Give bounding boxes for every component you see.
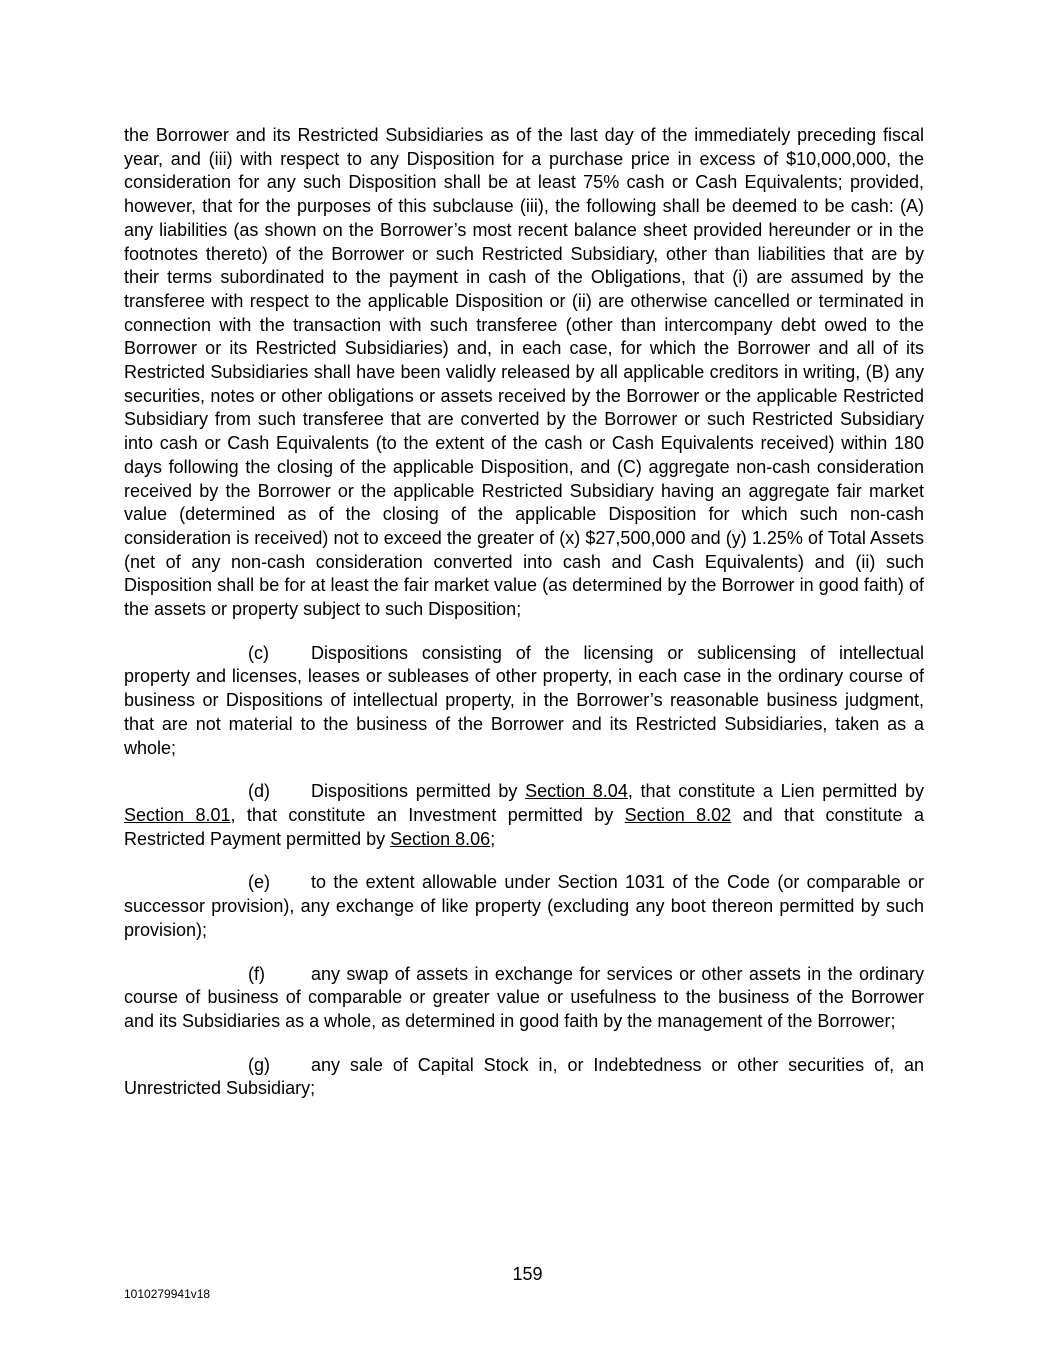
clause-d-label: (d) [248, 781, 270, 802]
clause-d-text-5: ; [490, 828, 496, 849]
clause-f-text: any swap of assets in exchange for services or other assets in the ordinary course of business of comparable or greater value or usefulness to the business of the Borrower and its Subsidiaries as a whole, as determined in good faith by the management of the Borrower; [124, 963, 924, 1031]
clause-c-text: Dispositions consisting of the licensing or sublicensing of intellectual property and licenses, leases or subleases of other property, in each case in the ordinary course of business or Dispositions of intellectual property, in the Borrower’s reasonable business judgment, that are not material to the business of the Borrower and its Restricted Subsidiaries, taken as a whole; [124, 642, 924, 758]
document-id: 1010279941v18 [124, 1287, 211, 1301]
clause-g-label: (g) [248, 1054, 270, 1075]
clause-d-text-4: and that constitute a Restricted Payment permitted by [124, 804, 924, 849]
section-8-06-reference: Section 8.06 [390, 828, 491, 849]
section-8-01-reference: Section 8.01 [124, 804, 231, 825]
clause-c [124, 642, 924, 761]
clause-e-text: to the extent allowable under Section 1031 of the Code (or comparable or successor provision), any exchange of like property (excluding any boot thereon permitted by such provision); [124, 872, 924, 940]
clause-c-label: (c) [248, 642, 269, 663]
section-8-04-reference: Section 8.04 [525, 781, 628, 802]
section-8-02-reference: Section 8.02 [624, 804, 732, 825]
clause-g-text: any sale of Capital Stock in, or Indebtedness or other securities of, an Unrestricted Subsidiary; [124, 1054, 924, 1099]
clause-g [124, 1054, 924, 1101]
clause-d-text-3: , that constitute an Investment permitted by [230, 804, 625, 825]
clause-d [124, 780, 924, 851]
clause-d-text-1: Dispositions permitted by [311, 781, 526, 802]
document-body [124, 124, 924, 1101]
clause-e [124, 871, 924, 942]
continuation-text: the Borrower and its Restricted Subsidiaries as of the last day of the immediately preceding fiscal year, and (iii) with respect to any Disposition for a purchase price in excess of $10,000,000, the consideration for any such Disposition shall be at least 75% cash or Cash Equivalents; provided, however, that for the purposes of this subclause (iii), the following shall be deemed to be cash: (A) any liabilities (as shown on the Borrower’s most recent balance sheet provided hereunder or in the footnotes thereto) of the Borrower or such Restricted Subsidiary, other than liabilities that are by their terms subordinated to the payment in cash of the Obligations, that (i) are assumed by the transferee with respect to the applicable Disposition or (ii) are otherwise cancelled or terminated in connection with the transaction with such transferee (other than intercompany debt owed to the Borrower or its Restricted Subsidiaries) and, in each case, for which the Borrower and all of its Restricted Subsidiaries shall have been validly released by all applicable creditors in writing, (B) any securities, notes or other obligations or assets received by the Borrower or the applicable Restricted Subsidiary from such transferee that are converted by the Borrower or such Restricted Subsidiary into cash or Cash Equivalents (to the extent of the cash or Cash Equivalents received) within 180 days following the closing of the applicable Disposition, and (C) aggregate non-cash consideration received by the Borrower or the applicable Restricted Subsidiary having an aggregate fair market value (determined as of the closing of the applicable Disposition for which such non-cash consideration is received) not to exceed the greater of (x) $27,500,000 and (y) 1.25% of Total Assets (net of any non-cash consideration converted into cash and Cash Equivalents) and (ii) such Disposition shall be for at least the fair market value (as determined by the Borrower in good faith) of the assets or property subject to such Disposition; [124, 125, 924, 620]
clause-f [124, 963, 924, 1034]
clause-e-label: (e) [248, 872, 270, 893]
clause-f-label: (f) [248, 963, 265, 984]
page-number: 159 [512, 1264, 543, 1284]
clause-d-text-2: , that constitute a Lien permitted by [627, 781, 924, 802]
paragraph-continuation [124, 124, 924, 622]
